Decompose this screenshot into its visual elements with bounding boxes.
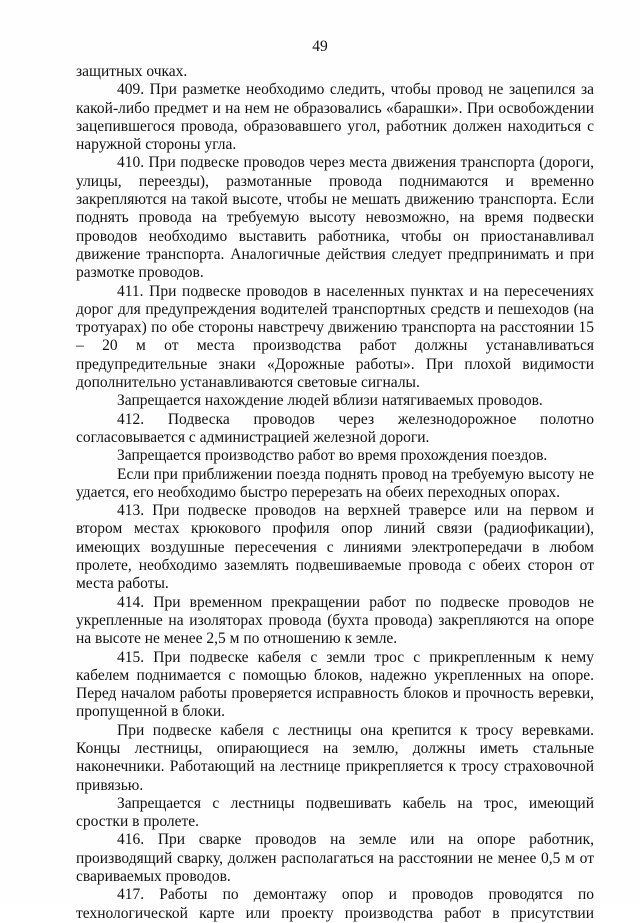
paragraph-416: 416. При сварке проводов на земле или на опоре работник, производящий сварку, должен располагаться на расстоянии не менее 0,5 м от свариваемых проводов.	[76, 831, 594, 886]
paragraph-410: 410. При подвеске проводов через места движения транспорта (дороги, улицы, переезды), размотанные провода поднимаются и временно закрепляются на такой высоте, чтобы не мешать движению транспорта. Если поднять провода на требуемую высоту невозможно, на время подвески проводов необходимо выставить работника, чтобы он приостанавливал движение транспорта. Аналогичные действия следует предпринимать и при размотке проводов.	[76, 154, 594, 282]
paragraph-412-train-approach: Если при приближении поезда поднять провод на требуемую высоту не удается, его необходимо быстро перерезать на обеих переходных опорах.	[76, 465, 594, 501]
paragraph-409: 409. При разметке необходимо следить, чтобы провод не зацепился за какой-либо предмет и на нем не образовались «барашки». При освобождении зацепившегося провода, образовавшего угол, работник должен находиться с наружной стороны угла.	[76, 81, 594, 154]
paragraph-413: 413. При подвеске проводов на верхней траверсе или на первом и втором местах крюкового профиля опор линий связи (радиофикации), имеющих воздушные пересечения с линиями электропередачи в любом пролете, необходимо заземлять подвешиваемые провода с обеих сторон от места работы.	[76, 502, 594, 593]
paragraph-412-prohibition: Запрещается производство работ во время прохождения поездов.	[117, 447, 548, 465]
paragraph-417: 417. Работы по демонтажу опор и проводов проводятся по технологической карте или проекту производства работ в присутствии	[76, 886, 594, 922]
paragraph-415-ladder: При подвеске кабеля с лестницы она крепится к тросу веревками. Концы лестницы, опирающиеся на землю, должны иметь стальные наконечники. Работающий на лестнице прикрепляется к тросу страховочной привязью.	[76, 721, 594, 794]
paragraph-415: 415. При подвеске кабеля с земли трос с прикрепленным к нему кабелем поднимается с помощью блоков, надежно укрепленных на опоре. Перед началом работы проверяется исправность блоков и прочность веревки, пропущенной в блоки.	[76, 648, 594, 721]
paragraph-412: 412. Подвеска проводов через железнодорожное полотно согласовывается с администрацией железной дороги.	[76, 410, 594, 446]
paragraph-415-prohibition: Запрещается с лестницы подвешивать кабель на трос, имеющий сростки в пролете.	[76, 794, 594, 831]
paragraph-continuation: защитных очках.	[76, 63, 188, 80]
paragraph-414: 414. При временном прекращении работ по подвеске проводов не укрепленные на изоляторах провода (бухта провода) закрепляются на опоре на высоте не менее 2,5 м по отношению к земле.	[76, 593, 594, 648]
text-body	[76, 63, 594, 923]
paragraph-411: 411. При подвеске проводов в населенных пунктах и на пересечениях дорог для предупреждения водителей транспортных средств и пешеходов (на тротуарах) по обе стороны навстречу движению транспорта на расстоянии 15 – 20 м от места производства работ должны устанавливаться предупредительные знаки «Дорожные работы». При плохой видимости дополнительно устанавливаются световые сигналы.	[76, 282, 594, 392]
paragraph-411-prohibition: Запрещается нахождение людей вблизи натягиваемых проводов.	[117, 392, 543, 410]
page-number: 49	[312, 38, 328, 55]
